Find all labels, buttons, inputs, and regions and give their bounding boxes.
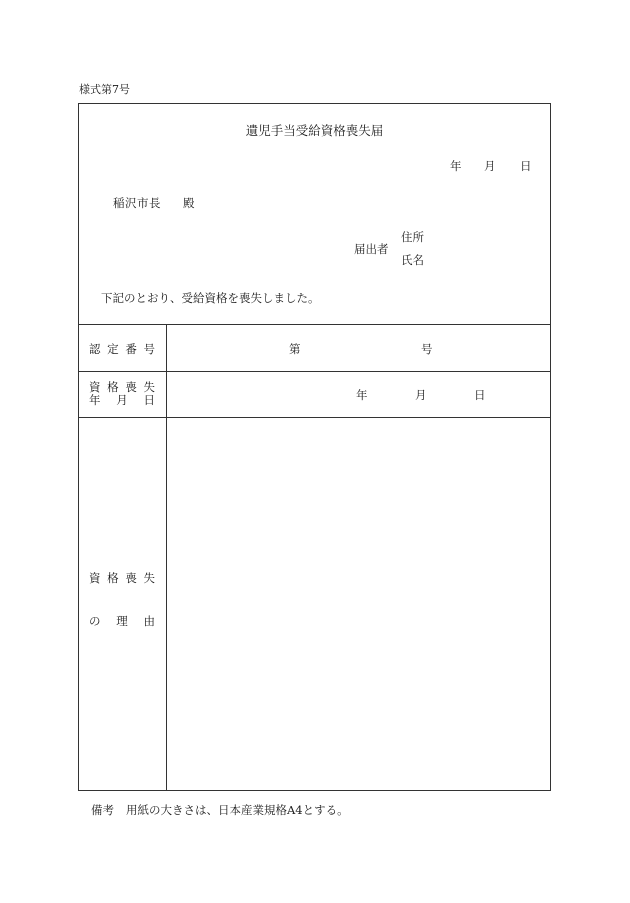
loss-date-label-line1: 資格喪失	[89, 380, 155, 394]
row-divider-2	[79, 371, 550, 372]
loss-date-label-line2: 年月日	[89, 393, 155, 407]
date-month-label: 月	[484, 159, 496, 173]
addressee-name: 稲沢市長	[113, 196, 161, 210]
row-divider-3	[79, 417, 550, 418]
loss-date-day: 日	[474, 388, 486, 402]
loss-date-year: 年	[356, 388, 368, 402]
reason-label-line2: の理由	[89, 614, 155, 628]
cert-number-label: 認定番号	[89, 342, 155, 356]
form-frame	[78, 103, 551, 791]
row-divider-1	[79, 324, 550, 325]
loss-date-month: 月	[415, 388, 427, 402]
remark-label: 備考	[91, 803, 114, 817]
name-label: 氏名	[401, 253, 424, 267]
column-divider	[166, 324, 167, 790]
remark-text: 用紙の大きさは、日本産業規格A4とする。	[126, 803, 349, 817]
form-number: 様式第7号	[79, 83, 130, 96]
date-day-label: 日	[520, 159, 532, 173]
date-year-label: 年	[450, 159, 462, 173]
cert-number-suffix: 号	[421, 342, 433, 356]
reason-label-line1: 資格喪失	[89, 571, 155, 585]
remark	[91, 802, 349, 818]
address-label: 住所	[401, 230, 424, 244]
cert-number-prefix: 第	[289, 342, 301, 356]
form-title: 遺児手当受給資格喪失届	[245, 123, 384, 138]
statement-text: 下記のとおり、受給資格を喪失しました。	[101, 291, 320, 305]
notifier-label: 届出者	[354, 242, 389, 256]
addressee-honorific: 殿	[183, 196, 195, 210]
